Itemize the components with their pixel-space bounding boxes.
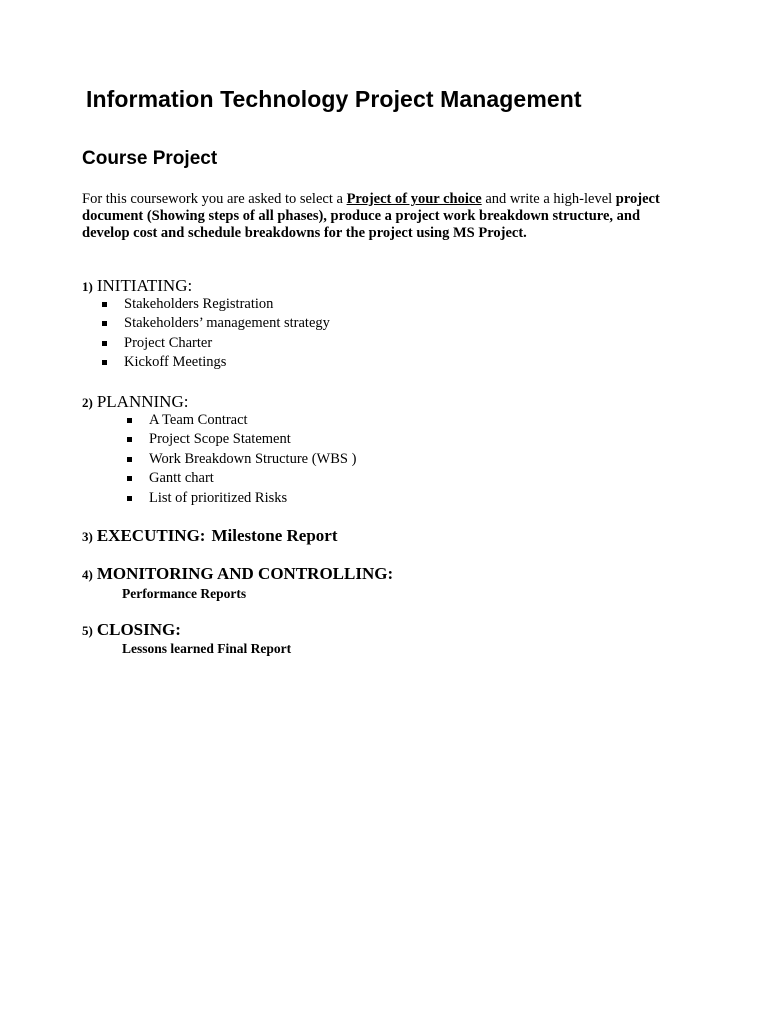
- square-bullet-icon: [127, 437, 132, 442]
- square-bullet-icon: [127, 457, 132, 462]
- square-bullet-icon: [102, 302, 107, 307]
- square-bullet-icon: [127, 476, 132, 481]
- phase-number: 1): [82, 279, 93, 294]
- initiating-list: [102, 295, 330, 373]
- list-item: [102, 353, 330, 372]
- list-item: [102, 295, 330, 314]
- phase-number: 3): [82, 529, 93, 544]
- phase-name: CLOSING:: [96, 620, 181, 639]
- list-item: [127, 450, 356, 469]
- phase-number: 2): [82, 395, 93, 410]
- phase-name: INITIATING:: [96, 276, 193, 295]
- intro-bold-rest: project document (Showing steps of all phases), produce a project work breakdown structure, and develop cost and schedule breakdowns for the project using MS Project.: [82, 191, 660, 241]
- phase-executing-heading: [82, 526, 338, 547]
- phase-number: 5): [82, 623, 93, 638]
- phase-monitoring-heading: [82, 564, 393, 585]
- phase-name: PLANNING:: [96, 392, 189, 411]
- list-item-text: Stakeholders’ management strategy: [124, 315, 330, 332]
- phase-planning-heading: [82, 392, 188, 413]
- phase-name: MONITORING AND CONTROLLING:: [96, 564, 394, 583]
- lessons-learned-note: Lessons learned Final Report: [122, 641, 292, 656]
- list-item-text: Kickoff Meetings: [124, 354, 227, 371]
- list-item: [127, 411, 356, 430]
- list-item-text: Gantt chart: [149, 470, 214, 487]
- square-bullet-icon: [102, 321, 107, 326]
- list-item: [102, 334, 330, 353]
- list-item: [127, 469, 356, 488]
- intro-mid: and write a high-level: [481, 191, 616, 207]
- list-item: [127, 489, 356, 508]
- list-item: [102, 314, 330, 333]
- list-item-text: Stakeholders Registration: [124, 296, 274, 312]
- phase-number: 4): [82, 567, 93, 582]
- square-bullet-icon: [102, 341, 107, 346]
- list-item-text: A Team Contract: [149, 412, 248, 428]
- intro-project-choice: Project of your choice: [346, 191, 482, 207]
- list-item-text: Project Charter: [124, 334, 213, 351]
- intro-lead: For this coursework you are asked to select a: [82, 191, 347, 207]
- square-bullet-icon: [127, 496, 132, 501]
- list-item-text: Project Scope Statement: [149, 431, 291, 448]
- course-project-heading: Course Project: [82, 148, 218, 169]
- phase-initiating-heading: [82, 276, 192, 297]
- intro-paragraph: [82, 191, 662, 241]
- list-item-text: Work Breakdown Structure (WBS ): [149, 450, 357, 467]
- document-title: Information Technology Project Management: [86, 86, 582, 112]
- list-item-text: List of prioritized Risks: [149, 489, 288, 506]
- phase-name: EXECUTING:: [96, 526, 206, 545]
- milestone-report-label: Milestone Report: [211, 526, 338, 545]
- planning-list: [127, 411, 356, 508]
- list-item: [127, 430, 356, 449]
- square-bullet-icon: [127, 418, 132, 423]
- performance-reports-note: Performance Reports: [122, 586, 247, 601]
- square-bullet-icon: [102, 360, 107, 365]
- phase-closing-heading: [82, 620, 181, 641]
